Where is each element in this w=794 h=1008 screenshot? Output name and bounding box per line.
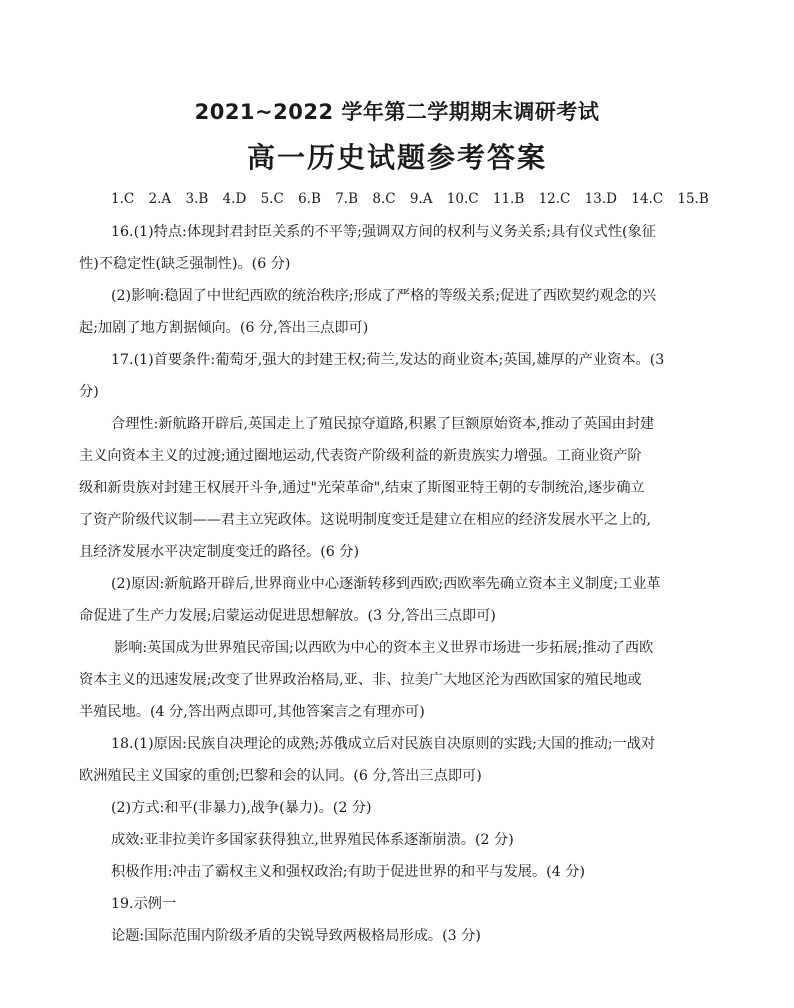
q17-1-line: 级和新贵族对封建王权展开斗争,通过"光荣革命",结束了斯图亚特王朝的专制统治,逐步确立 bbox=[79, 480, 645, 496]
exam-title: 2021~2022 学年第二学期期末调研考试 bbox=[194, 100, 600, 124]
mc-answer: 5.C bbox=[260, 191, 284, 207]
mc-answer: 6.B bbox=[298, 191, 321, 207]
mc-answer: 2.A bbox=[148, 191, 172, 207]
mc-answer: 14.C bbox=[631, 191, 664, 207]
page-title: 高一历史试题参考答案 bbox=[246, 141, 547, 174]
mc-answer: 10.C bbox=[446, 191, 479, 207]
q18-2-line: 成效:亚非拉美许多国家获得独立,世界殖民体系逐渐崩溃。(2 分) bbox=[111, 832, 514, 848]
q18-2-line: 积极作用:冲击了霸权主义和强权政治;有助于促进世界的和平与发展。(4 分) bbox=[111, 864, 585, 880]
mc-answer: 8.C bbox=[372, 191, 396, 207]
mc-answer: 13.D bbox=[584, 191, 617, 207]
q16-2-line: 起;加剧了地方割据倾向。(6 分,答出三点即可) bbox=[79, 320, 369, 336]
mc-answer: 1.C bbox=[111, 191, 135, 207]
q17-1-line: 了资产阶级代议制——君主立宪政体。这说明制度变迁是建立在相应的经济发展水平之上的, bbox=[79, 512, 652, 528]
q17-2-line: 命促进了生产力发展;启蒙运动促进思想解放。(3 分,答出三点即可) bbox=[79, 608, 496, 624]
q18-2-line: (2)方式:和平(非暴力),战争(暴力)。(2 分) bbox=[111, 800, 372, 816]
q19-line: 论题:国际范围内阶级矛盾的尖锐导致两极格局形成。(3 分) bbox=[111, 928, 481, 944]
mc-answer: 7.B bbox=[335, 191, 359, 207]
mc-answer: 12.C bbox=[538, 191, 571, 207]
q17-2-line: 影响:英国成为世界殖民帝国;以西欧为中心的资本主义世界市场进一步拓展;推动了西欧 bbox=[114, 640, 654, 656]
q17-1-line: 分) bbox=[79, 384, 99, 400]
q17-2-line: 资本主义的迅速发展;改变了世界政治格局,亚、非、拉美广大地区沦为西欧国家的殖民地或 bbox=[79, 672, 642, 688]
q19-line: 19.示例一 bbox=[111, 896, 177, 912]
q17-1-line: 主义向资本主义的过渡;通过圈地运动,代表资产阶级利益的新贵族实力增强。工商业资产阶 bbox=[79, 448, 642, 464]
q17-1-line: 17.(1)首要条件:葡萄牙,强大的封建王权;荷兰,发达的商业资本;英国,雄厚的产业资本。(3 bbox=[111, 352, 665, 368]
q17-2-line: 半殖民地。(4 分,答出两点即可,其他答案言之有理亦可) bbox=[79, 704, 425, 720]
q18-1-line: 18.(1)原因:民族自决理论的成熟;苏俄成立后对民族自决原则的实践;大国的推动;一战对 bbox=[111, 736, 656, 752]
mc-answer: 9.A bbox=[409, 191, 433, 207]
mc-answer: 3.B bbox=[185, 191, 209, 207]
q17-1-line: 且经济发展水平决定制度变迁的路径。(6 分) bbox=[79, 544, 359, 560]
mc-answer: 11.B bbox=[492, 191, 525, 207]
q17-2-line: (2)原因:新航路开辟后,世界商业中心逐渐转移到西欧;西欧率先确立资本主义制度;工业革 bbox=[111, 576, 661, 592]
q16-1-line: 16.(1)特点:体现封君封臣关系的不平等;强调双方间的权利与义务关系;具有仪式性(象征 bbox=[111, 224, 656, 240]
mc-answer: 15.B bbox=[677, 191, 709, 207]
q16-2-line: (2)影响:稳固了中世纪西欧的统治秩序;形成了严格的等级关系;促进了西欧契约观念的兴 bbox=[111, 288, 657, 304]
mc-answer: 4.D bbox=[222, 191, 247, 207]
q16-1-line: 性)不稳定性(缺乏强制性)。(6 分) bbox=[79, 256, 291, 272]
multiple-choice-answers bbox=[111, 191, 751, 207]
q17-1-line: 合理性:新航路开辟后,英国走上了殖民掠夺道路,积累了巨额原始资本,推动了英国由封建 bbox=[111, 416, 655, 432]
q18-1-line: 欧洲殖民主义国家的重创;巴黎和会的认同。(6 分,答出三点即可) bbox=[79, 768, 482, 784]
